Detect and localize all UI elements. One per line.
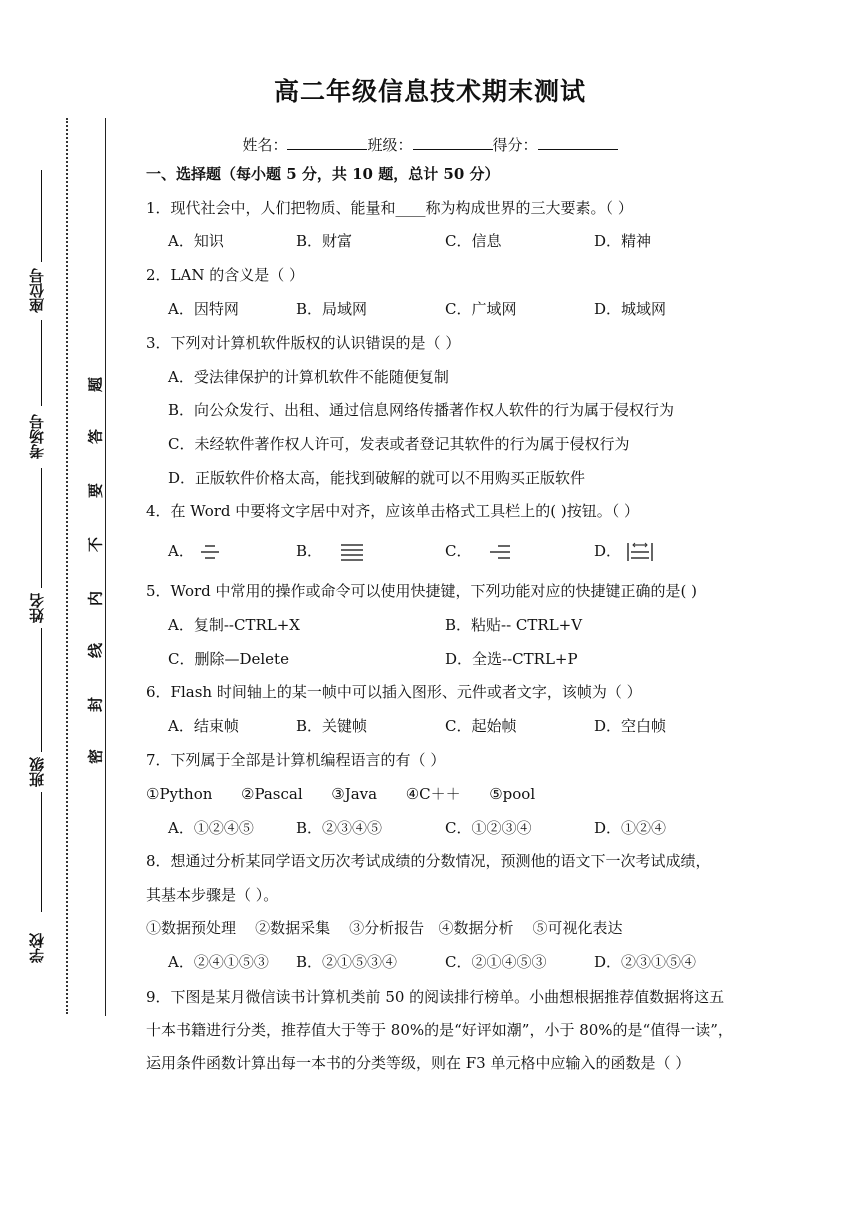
name-field[interactable] [287, 135, 367, 150]
page-title: 高二年级信息技术期末测试 [273, 77, 586, 106]
option: C．删除—Delete [168, 650, 289, 668]
option [296, 540, 365, 562]
warning-char: 密 [86, 749, 105, 765]
option: A．①②④⑤ [168, 819, 254, 837]
align-center-icon [199, 542, 221, 562]
option: C．未经软件著作权人许可，发表或者登记其软件的行为属于侵权行为 [168, 435, 630, 453]
school-label: 学校 [28, 933, 46, 963]
question-stem-cont: 运用条件函数计算出每一本书的分类等级，则在 F3 单元格中应输入的函数是（ ） [146, 1054, 691, 1072]
question-stem-cont: 十本书籍进行分类，推荐值大于等于 80%的是“好评如潮”，小于 80%的是“值得一读”， [146, 1021, 733, 1039]
option: C．起始帧 [445, 717, 517, 735]
option: A．②④①⑤③ [168, 953, 269, 971]
dotted-fold-line [66, 118, 68, 1014]
class-field[interactable] [413, 135, 493, 150]
seat-blank [41, 170, 42, 262]
option: A．受法律保护的计算机软件不能随便复制 [168, 368, 449, 386]
option: A．知识 [168, 232, 224, 250]
option: D．②③①⑤④ [594, 953, 697, 971]
question-stem: 7．下列属于全部是计算机编程语言的有（ ） [146, 751, 446, 769]
score-field[interactable] [538, 135, 618, 150]
option: D．空白帧 [594, 717, 667, 735]
option: A．复制--CTRL+X [168, 616, 300, 634]
student-info-line [0, 134, 860, 155]
option: B．局域网 [296, 300, 368, 318]
option-label: A． [168, 542, 194, 560]
option-label: B． [296, 542, 323, 560]
question-stem: 1．现代社会中，人们把物质、能量和____称为构成世界的三大要素。（ ） [146, 199, 633, 217]
warning-char: 要 [86, 483, 105, 499]
option: D．全选--CTRL+P [445, 650, 578, 668]
section-heading: 一、选择题（每小题 5 分，共 10 题，总计 50 分） [146, 165, 500, 183]
option [168, 540, 221, 562]
question-stem: 9．下图是某月微信读书计算机类前 50 的阅读排行榜单。小曲想根据推荐值数据将这五 [146, 988, 725, 1006]
option: C．①②③④ [445, 819, 532, 837]
option: D．城域网 [594, 300, 667, 318]
option-label: D． [594, 542, 622, 560]
question-stem: 8．想通过分析某同学语文历次考试成绩的分数情况，预测他的语文下一次考试成绩， [146, 852, 711, 870]
justify-icon [339, 542, 365, 562]
name-blank [41, 468, 42, 588]
class-label: 班级： [367, 136, 413, 154]
option [445, 540, 512, 562]
option-label: C． [445, 542, 472, 560]
option: B．②③④⑤ [296, 819, 383, 837]
exam-room-label: 考场号 [28, 414, 46, 460]
seat-label: 座位号 [28, 268, 46, 314]
option: B．粘贴-- CTRL+V [445, 616, 583, 634]
school-blank [41, 792, 42, 912]
question-stem: 5．Word 中常用的操作或命令可以使用快捷键，下列功能对应的快捷键正确的是( ) [146, 582, 697, 600]
option: D．①②④ [594, 819, 667, 837]
warning-char: 答 [86, 429, 105, 445]
option: B．②①⑤③④ [296, 953, 398, 971]
name-label: 姓名： [242, 136, 288, 154]
option: C．②①④⑤③ [445, 953, 547, 971]
distributed-align-icon [626, 541, 654, 563]
question-stem: 4．在 Word 中要将文字居中对齐，应该单击格式工具栏上的( )按钮。（ ） [146, 502, 640, 520]
option [594, 540, 654, 563]
option: D．正版软件价格太高，能找到破解的就可以不用购买正版软件 [168, 469, 586, 487]
option: A．结束帧 [168, 717, 239, 735]
warning-char: 题 [86, 377, 105, 393]
name-label: 姓名 [28, 593, 46, 623]
class-blank [41, 628, 42, 752]
choice-list: ①Python ②Pascal ③Java ④C＋＋ ⑤pool [146, 785, 536, 803]
option: C．信息 [445, 232, 502, 250]
class-label: 班级 [28, 757, 46, 787]
option: B．财富 [296, 232, 353, 250]
option: B．关键帧 [296, 717, 368, 735]
question-stem: 3．下列对计算机软件版权的认识错误的是（ ） [146, 334, 461, 352]
binding-line [105, 118, 106, 1016]
warning-char: 内 [86, 591, 105, 607]
warning-char: 封 [86, 697, 105, 713]
warning-char: 线 [86, 643, 105, 659]
option: C．广域网 [445, 300, 517, 318]
option: B．向公众发行、出租、通过信息网络传播著作权人软件的行为属于侵权行为 [168, 401, 675, 419]
choice-list: ①数据预处理 ②数据采集 ③分析报告 ④数据分析 ⑤可视化表达 [146, 919, 623, 937]
warning-char: 不 [86, 537, 105, 553]
option: D．精神 [594, 232, 652, 250]
question-stem: 2．LAN 的含义是（ ） [146, 266, 304, 284]
question-stem-cont: 其基本步骤是（ ）。 [146, 886, 279, 904]
align-right-icon [486, 542, 512, 562]
option: A．因特网 [168, 300, 239, 318]
exam-room-blank [41, 320, 42, 406]
score-label: 得分： [492, 136, 538, 154]
question-stem: 6．Flash 时间轴上的某一帧中可以插入图形、元件或者文字，该帧为（ ） [146, 683, 642, 701]
